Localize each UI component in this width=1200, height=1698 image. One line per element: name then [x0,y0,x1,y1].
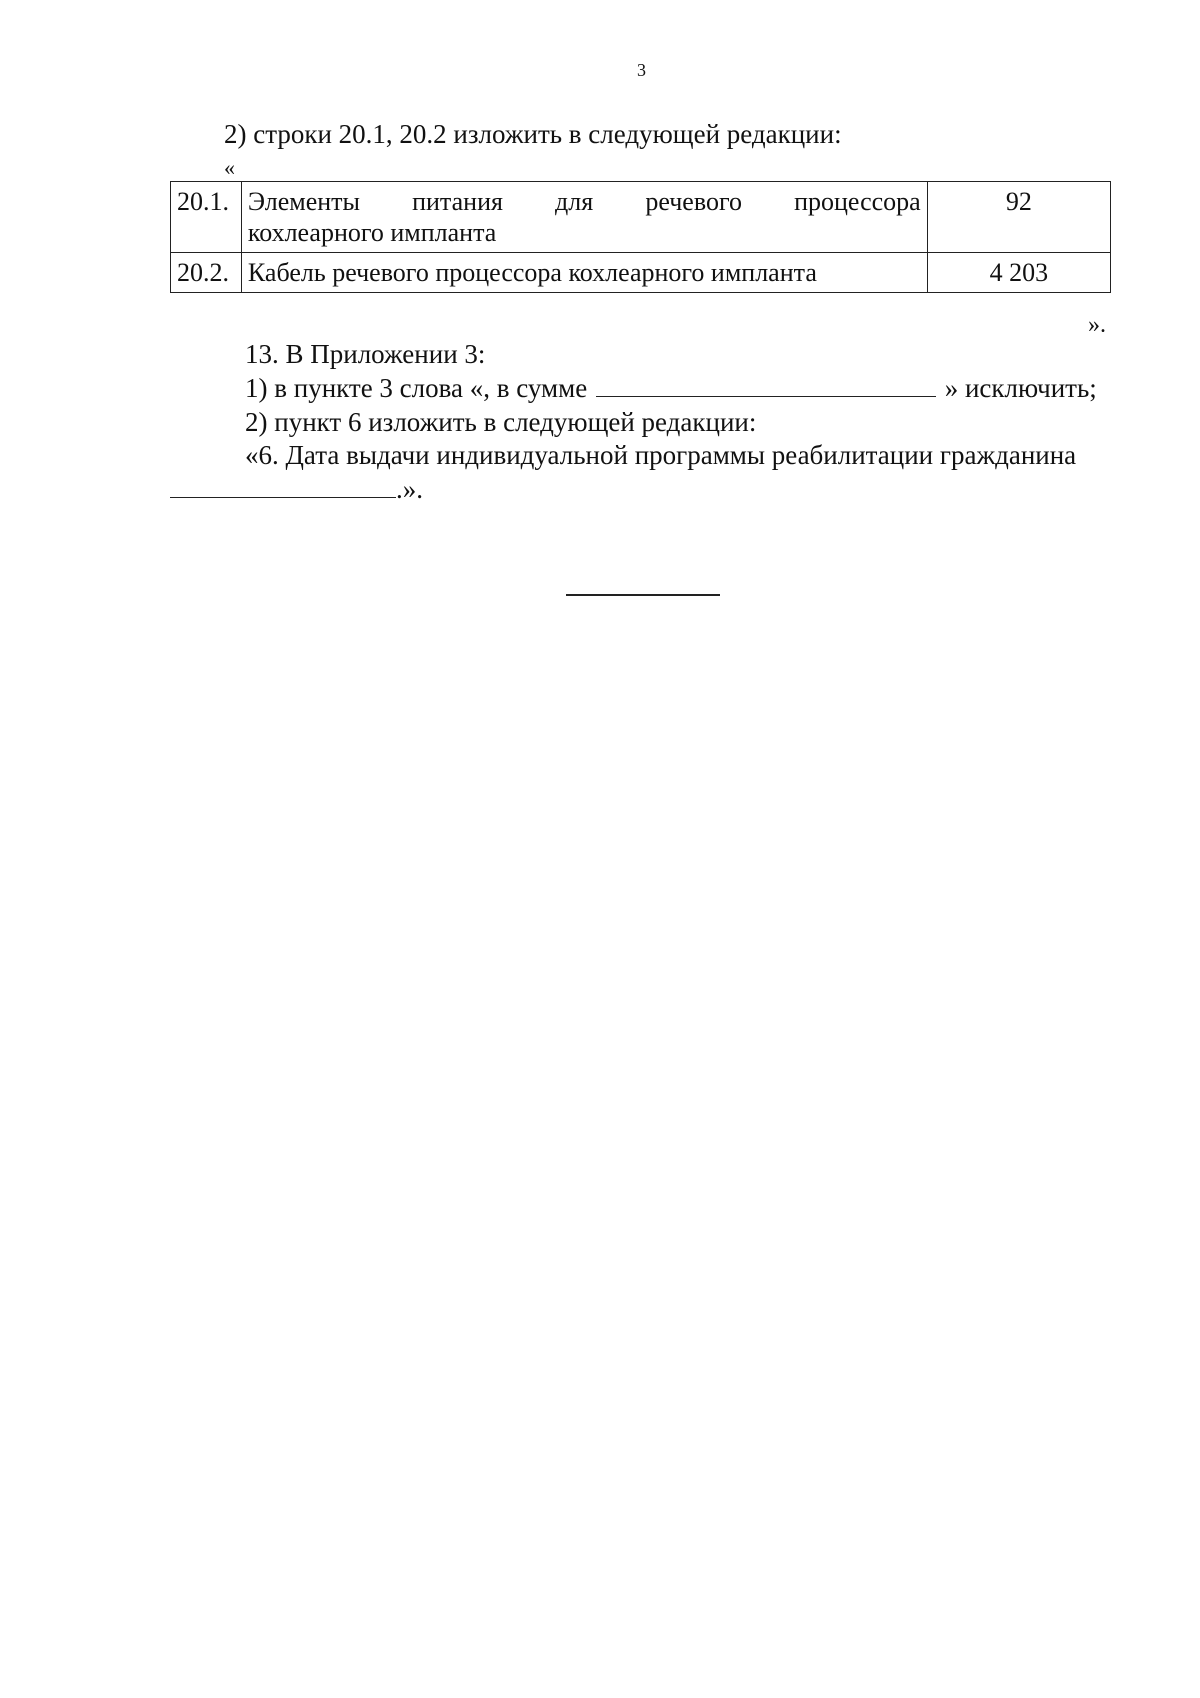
row-name-cell [241,253,927,293]
document-end-rule [566,594,720,596]
row-number-cell: 20.1. [171,182,242,253]
item-1-text-after: » исключить; [944,373,1097,403]
blank-line [596,372,936,397]
item-2-closing: .». [396,474,423,504]
row-name-line: Элементы питания для речевого процессора [247,187,921,216]
amendment-intro: 2) строки 20.1, 20.2 изложить в следующей редакции: [224,119,842,149]
section-13-item-2: 2) пункт 6 изложить в следующей редакции: [245,407,757,437]
row-value-cell: 92 [927,182,1110,253]
table-row [171,182,1111,253]
row-name-line: кохлеарного импланта [247,218,497,247]
quote-open-mark: « [224,155,235,180]
item-2-new-text-end [170,473,423,505]
row-number-cell: 20.2. [171,253,242,293]
blank-line [170,473,396,498]
page-number: 3 [637,60,646,80]
item-2-new-text: «6. Дата выдачи индивидуальной программы реабилитации гражданина [245,440,1077,470]
row-value-cell: 4 203 [927,253,1110,293]
item-1-text-before: 1) в пункте 3 слова «, в сумме [245,373,588,403]
row-name-line: Кабель речевого процессора кохлеарного импланта [247,258,817,287]
table-row [171,253,1111,293]
section-13-item-1 [245,372,1097,404]
amendment-table [170,181,1111,293]
row-name-cell [241,182,927,253]
quote-close-mark: ». [1088,312,1106,338]
section-13-heading: 13. В Приложении 3: [245,339,486,369]
